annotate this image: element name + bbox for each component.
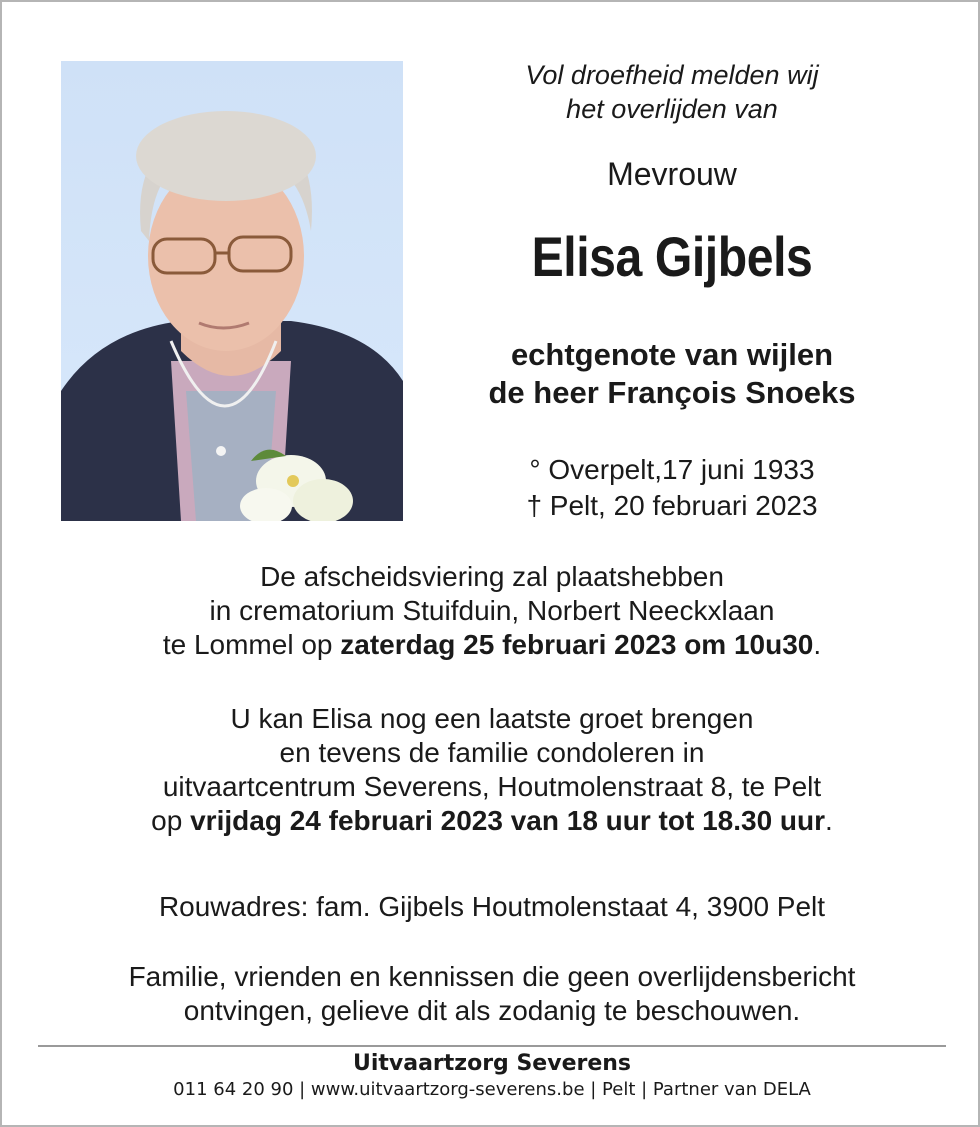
portrait-photo: [61, 61, 403, 521]
visitation-line-2: en tevens de familie condoleren in: [279, 737, 705, 768]
funeral-company-name: Uitvaartzorg Severens: [352, 1051, 632, 1076]
birth-date: ° Overpelt,17 juni 1933: [529, 454, 815, 485]
spouse-line-2: de heer François Snoeks: [488, 375, 856, 410]
ceremony-line-1: De afscheidsviering zal plaatshebben: [260, 561, 724, 592]
ceremony-suffix: .: [813, 629, 822, 660]
ceremony-paragraph: [42, 560, 942, 662]
closing-line-2: ontvingen, gelieve dit als zodanig te beschouwen.: [183, 995, 801, 1026]
intro-line-1: Vol droefheid melden wij: [525, 60, 819, 90]
intro-text: [472, 58, 872, 126]
spouse-text: [422, 336, 922, 412]
visitation-line-4: [42, 804, 942, 838]
honorific: Mevrouw: [607, 156, 737, 192]
visitation-prefix: op: [151, 805, 191, 836]
footer-divider: [38, 1045, 946, 1047]
funeral-company-info: 011 64 20 90 | www.uitvaartzorg-severens.be | Pelt | Partner van DELA: [173, 1079, 811, 1100]
portrait-illustration: [61, 61, 403, 521]
spouse-line-1: echtgenote van wijlen: [510, 337, 834, 372]
ceremony-line-2: in crematorium Stuifduin, Norbert Neeckxlaan: [209, 595, 775, 626]
visitation-suffix: .: [825, 805, 833, 836]
visitation-line-3: uitvaartcentrum Severens, Houtmolenstraat 8, te Pelt: [162, 771, 822, 802]
visitation-line-1: U kan Elisa nog een laatste groet brengen: [230, 703, 754, 734]
death-date: † Pelt, 20 februari 2023: [526, 490, 818, 521]
life-dates: [472, 452, 872, 524]
closing-paragraph: [42, 960, 942, 1028]
visitation-paragraph: [42, 702, 942, 838]
intro-line-2: het overlijden van: [566, 94, 778, 124]
visitation-datetime: vrijdag 24 februari 2023 van 18 uur tot 18.30 uur: [190, 805, 826, 836]
closing-line-1: Familie, vrienden en kennissen die geen overlijdensbericht: [128, 961, 856, 992]
ceremony-datetime: zaterdag 25 februari 2023 om 10u30: [340, 629, 814, 660]
ceremony-line-3: [42, 628, 942, 662]
deceased-name: Elisa Gijbels: [531, 225, 813, 288]
ceremony-prefix: te Lommel op: [162, 629, 341, 660]
mourning-address: Rouwadres: fam. Gijbels Houtmolenstaat 4, 3900 Pelt: [158, 891, 826, 922]
